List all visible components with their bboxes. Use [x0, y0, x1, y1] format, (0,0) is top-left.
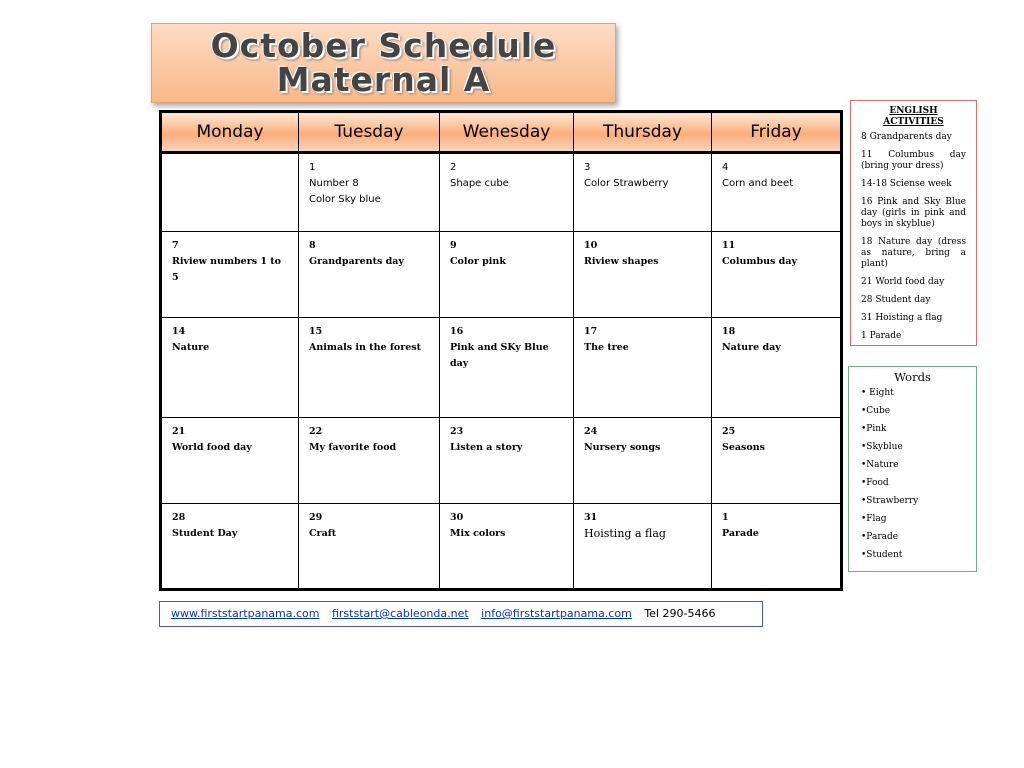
day-cell	[299, 153, 440, 232]
day-cell	[440, 318, 574, 418]
day-number: 14	[172, 326, 186, 337]
word-item: • Eight	[861, 388, 894, 398]
day-number: 25	[722, 426, 736, 437]
activity-item: 14-18 Sciense week	[861, 179, 952, 189]
day-cell	[440, 504, 574, 590]
day-number: 29	[309, 512, 323, 523]
day-number: 21	[172, 426, 186, 437]
day-cell	[574, 318, 712, 418]
day-activity: Craft	[309, 528, 337, 539]
email-link-info[interactable]: info@firststartpanama.com	[481, 607, 632, 620]
day-number: 7	[172, 240, 179, 251]
day-number: 31	[584, 512, 598, 523]
word-item: •Student	[861, 550, 903, 560]
word-item: •Cube	[861, 406, 891, 416]
contact-footer	[159, 601, 763, 627]
day-cell	[161, 318, 299, 418]
day-cell	[299, 418, 440, 504]
day-activity: The tree	[584, 342, 629, 353]
day-number: 28	[172, 512, 186, 523]
day-cell	[299, 504, 440, 590]
day-cell	[161, 504, 299, 590]
calendar-header-row	[161, 112, 842, 153]
day-activity: My favorite food	[309, 442, 397, 453]
day-cell	[574, 153, 712, 232]
activity-item: 18 Nature day (dress as nature, bring a plant)	[861, 237, 966, 269]
page-title: October Schedule	[210, 26, 557, 65]
word-item: •Flag	[861, 514, 887, 524]
calendar-table	[159, 110, 843, 591]
activity-item: 11 Columbus day (bring your dress)	[861, 150, 966, 171]
day-cell	[574, 232, 712, 318]
day-activity: Columbus day	[722, 256, 797, 267]
english-activities-panel	[850, 100, 977, 346]
header-wednesday: Wenesday	[440, 112, 574, 153]
day-number: 11	[722, 240, 736, 251]
day-activity: Seasons	[722, 442, 766, 453]
email-link-firststart[interactable]: firststart@cableonda.net	[331, 607, 469, 620]
header-friday: Friday	[712, 112, 842, 153]
day-cell	[440, 418, 574, 504]
day-activity: Animals in the forest	[309, 342, 422, 353]
day-activity: Pink and SKy Blue day	[450, 342, 549, 369]
day-cell	[440, 232, 574, 318]
day-number: 1	[722, 512, 729, 523]
day-activity: Nursery songs	[584, 442, 661, 453]
day-number: 9	[450, 240, 457, 251]
day-number: 16	[450, 326, 464, 337]
word-item: •Strawberry	[861, 496, 919, 506]
day-activity: Riview numbers 1 to 5	[172, 256, 282, 283]
day-activity: Nature day	[722, 342, 781, 353]
phone-number: Tel 290-5466	[644, 607, 716, 620]
word-item: •Nature	[861, 460, 899, 470]
day-number: 18	[722, 326, 736, 337]
day-cell	[161, 153, 299, 232]
day-activity: Color pink	[450, 256, 506, 267]
day-cell	[712, 153, 842, 232]
day-number: 15	[309, 326, 323, 337]
word-item: •Pink	[861, 424, 887, 434]
day-activity: Number 8	[309, 178, 359, 189]
day-number: 23	[450, 426, 464, 437]
day-number: 24	[584, 426, 598, 437]
day-number: 10	[584, 240, 598, 251]
activity-item: 8 Grandparents day	[861, 132, 952, 142]
day-cell	[299, 318, 440, 418]
day-activity: Color Strawberry	[584, 178, 669, 189]
day-activity: Listen a story	[450, 442, 523, 453]
day-cell	[440, 153, 574, 232]
day-cell	[712, 418, 842, 504]
day-cell	[712, 318, 842, 418]
day-activity: Hoisting a flag	[584, 527, 666, 540]
activity-item: 16 Pink and Sky Blue day (girls in pink and boys in skyblue)	[861, 197, 966, 229]
week-row	[161, 232, 842, 318]
day-cell	[161, 418, 299, 504]
week-row	[161, 318, 842, 418]
day-number: 1	[309, 162, 316, 173]
day-number: 30	[450, 512, 464, 523]
week-row	[161, 504, 842, 590]
day-activity: Corn and beet	[722, 178, 794, 189]
word-item: •Skyblue	[861, 442, 903, 452]
day-activity: Shape cube	[450, 178, 509, 189]
day-number: 22	[309, 426, 323, 437]
activity-item: 28 Student day	[861, 295, 931, 305]
day-activity: Riview shapes	[584, 256, 659, 267]
day-activity: Student Day	[172, 528, 238, 539]
day-cell	[712, 504, 842, 590]
header-monday: Monday	[161, 112, 299, 153]
week-row	[161, 418, 842, 504]
day-activity: World food day	[172, 442, 252, 453]
title-banner	[151, 23, 616, 103]
header-thursday: Thursday	[574, 112, 712, 153]
day-activity: Parade	[722, 528, 759, 539]
day-cell	[574, 504, 712, 590]
day-number: 3	[584, 162, 591, 173]
words-panel	[848, 366, 977, 572]
activity-item: 1 Parade	[861, 331, 902, 341]
header-tuesday: Tuesday	[299, 112, 440, 153]
website-link[interactable]: www.firststartpanama.com	[171, 607, 320, 620]
word-item: •Parade	[861, 532, 899, 542]
day-activity: Mix colors	[450, 528, 506, 539]
day-activity: Grandparents day	[309, 256, 404, 267]
activity-item: 21 World food day	[861, 277, 945, 287]
day-number: 8	[309, 240, 316, 251]
day-activity: Nature	[172, 342, 210, 353]
day-activity: Color Sky blue	[309, 194, 381, 205]
word-item: •Food	[861, 478, 889, 488]
activities-header: ENGLISH ACTIVITIES	[883, 106, 944, 127]
day-cell	[712, 232, 842, 318]
day-number: 4	[722, 162, 729, 173]
day-number: 17	[584, 326, 598, 337]
day-cell	[161, 232, 299, 318]
activity-item: 31 Hoisting a flag	[861, 313, 943, 323]
day-cell	[299, 232, 440, 318]
page-subtitle: Maternal A	[276, 60, 491, 99]
day-cell	[574, 418, 712, 504]
week-row	[161, 153, 842, 232]
day-number: 2	[450, 162, 457, 173]
words-header: Words	[894, 370, 931, 384]
